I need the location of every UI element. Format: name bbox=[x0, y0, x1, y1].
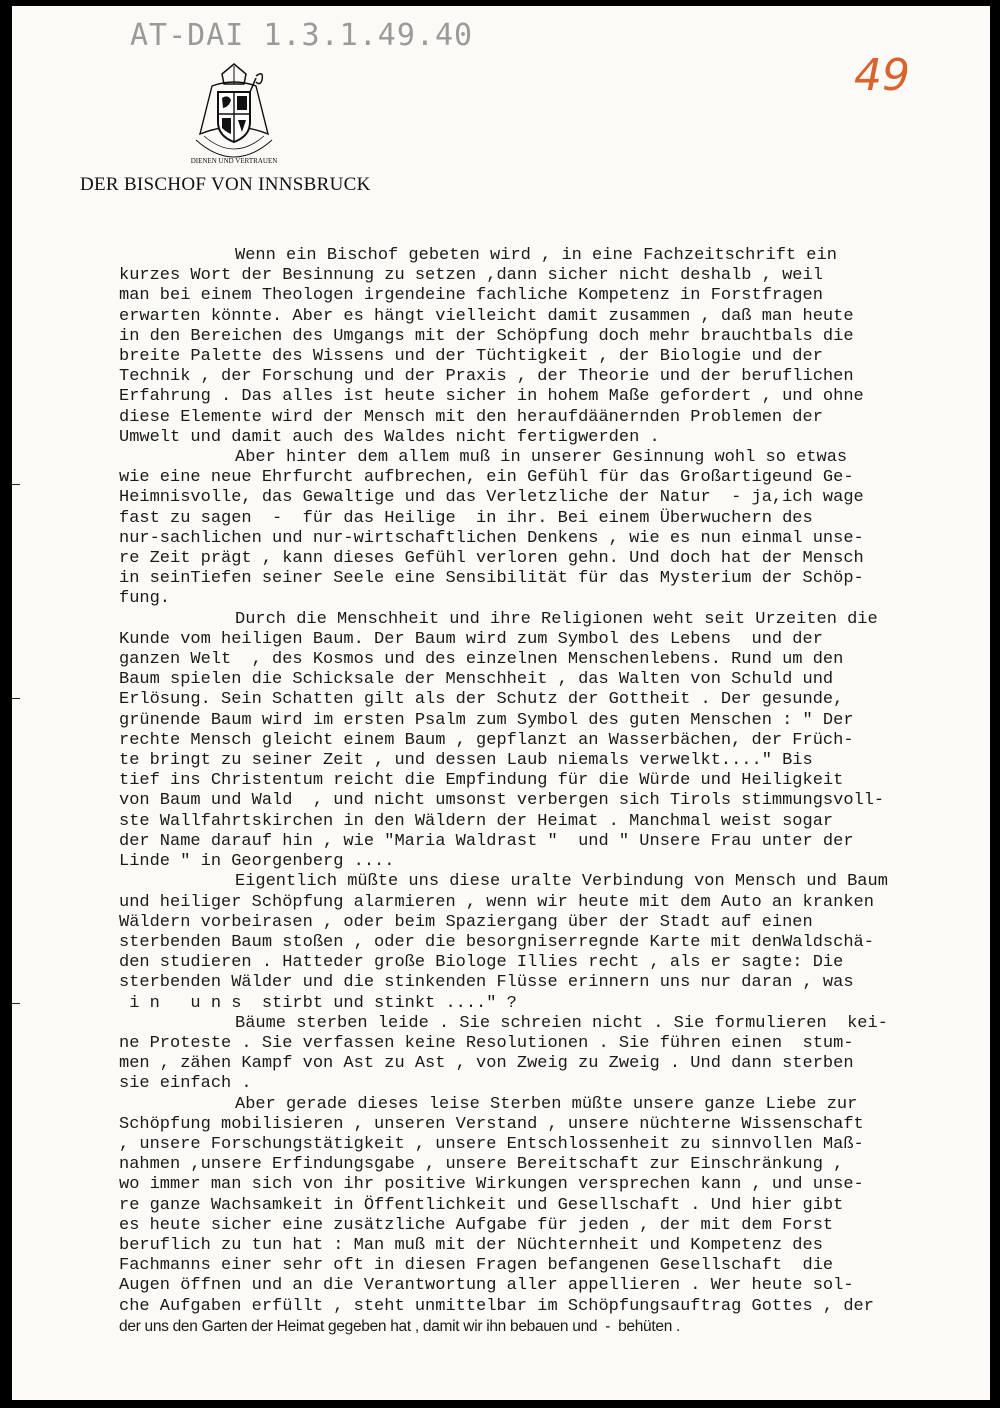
text-line: Bäume sterben leide . Sie schreien nicht . Sie formulieren kei- bbox=[235, 1013, 888, 1033]
text-line: und heiliger Schöpfung alarmieren , wenn wir heute mit dem Auto an kranken bbox=[119, 892, 874, 912]
margin-tick bbox=[12, 698, 20, 699]
episcopal-coat-of-arms-icon bbox=[182, 62, 286, 178]
text-line: Kunde vom heiligen Baum. Der Baum wird zum Symbol des Lebens und der bbox=[119, 629, 823, 649]
text-line: wie eine neue Ehrfurcht aufbrechen, ein Gefühl für das Großartigeund Ge- bbox=[119, 468, 854, 488]
margin-tick bbox=[12, 1003, 20, 1004]
text-line: wo immer man sich von ihr positive Wirkungen versprechen kann , und unse- bbox=[119, 1175, 864, 1195]
text-line: ganzen Welt , des Kosmos und des einzelnen Menschenlebens. Rund um den bbox=[119, 650, 844, 670]
text-line: che Aufgaben erfüllt , steht unmittelbar im Schöpfungsauftrag Gottes , der bbox=[119, 1296, 874, 1316]
text-line: kurzes Wort der Besinnung zu setzen ,dann sicher nicht deshalb , weil bbox=[119, 266, 823, 286]
text-line: Aber hinter dem allem muß in unserer Gesinnung wohl so etwas bbox=[235, 448, 848, 468]
page-number: 49 bbox=[854, 50, 910, 101]
text-line: Erlösung. Sein Schatten gilt als der Schutz der Gottheit . Der gesunde, bbox=[119, 690, 844, 710]
text-line: , unsere Forschungstätigkeit , unsere Entschlossenheit zu sinnvollen Maß- bbox=[119, 1134, 864, 1154]
text-line: nur-sachlichen und nur-wirtschaftlichen Denkens , wie es nun einmal unse- bbox=[119, 528, 864, 548]
paragraph bbox=[119, 1014, 989, 1095]
margin-tick bbox=[12, 484, 20, 485]
text-line: sie einfach . bbox=[119, 1074, 252, 1094]
coat-of-arms bbox=[182, 62, 286, 178]
text-line: rechte Mensch gleicht einem Baum , gepflanzt an Wasserbächen, der Früch- bbox=[119, 730, 854, 750]
text-line: Schöpfung mobilisieren , unseren Verstand , unsere nüchterne Wissenschaft bbox=[119, 1114, 864, 1134]
text-line: diese Elemente wird der Mensch mit den heraufdäänernden Problemen der bbox=[119, 407, 823, 427]
text-line: Technik , der Forschung und der Praxis , der Theorie und der beruflichen bbox=[119, 367, 854, 387]
text-line: beruflich zu tun hat : Man muß mit der Nüchternheit und Kompetenz des bbox=[119, 1235, 823, 1255]
paragraph bbox=[119, 1095, 989, 1337]
crest-motto: DIENEN UND VERTRAUEN bbox=[190, 157, 278, 165]
text-line: ne Proteste . Sie verfassen keine Resolutionen . Sie führen einen stum- bbox=[119, 1033, 854, 1053]
paragraph bbox=[119, 448, 989, 610]
text-line: Wäldern vorbeirasen , oder beim Spaziergang über der Stadt auf einen bbox=[119, 912, 813, 932]
text-line: Augen öffnen und an die Verantwortung aller appellieren . Wer heute sol- bbox=[119, 1276, 854, 1296]
text-line: Durch die Menschheit und ihre Religionen weht seit Urzeiten die bbox=[235, 609, 878, 629]
text-line: sterbenden Baum stoßen , oder die besorgniserregnde Karte mit denWaldschä- bbox=[119, 932, 874, 952]
text-line: Fachmanns einer sehr oft in diesen Fragen befangenen Gesellschaft die bbox=[119, 1256, 834, 1276]
letter-body bbox=[119, 246, 989, 1337]
text-line: tief ins Christentum reicht die Empfindung für die Würde und Heiligkeit bbox=[119, 771, 844, 791]
paragraph bbox=[119, 872, 989, 1013]
text-line: re Zeit prägt , kann dieses Gefühl verloren gehn. Und doch hat der Mensch bbox=[119, 549, 864, 569]
closing-line: der uns den Garten der Heimat gegeben hat , damit wir ihn bebauen und - behüten . bbox=[119, 1317, 681, 1335]
text-line: re ganze Wachsamkeit in Öffentlichkeit und Gesellschaft . Und hier gibt bbox=[119, 1195, 844, 1215]
text-line: Wenn ein Bischof gebeten wird , in eine Fachzeitschrift ein bbox=[235, 246, 837, 265]
paragraph bbox=[119, 610, 989, 873]
text-line: in den Bereichen des Umgangs mit der Schöpfung doch mehr brauchtbals die bbox=[119, 326, 854, 346]
text-line: men , zähen Kampf von Ast zu Ast , von Zweig zu Zweig . Und dann sterben bbox=[119, 1054, 854, 1074]
text-line: Baum spielen die Schicksale der Menschheit , das Walten von Schuld und bbox=[119, 670, 834, 690]
text-line: fung. bbox=[119, 589, 171, 609]
text-line: Umwelt und damit auch des Waldes nicht fertigwerden . bbox=[119, 427, 660, 447]
text-line: Eigentlich müßte uns diese uralte Verbindung von Mensch und Baum bbox=[235, 872, 888, 892]
text-line: ste Wallfahrtskirchen in den Wäldern der Heimat . Manchmal weist sogar bbox=[119, 811, 834, 831]
text-line: sterbenden Wälder und die stinkenden Flüsse erinnern uns nur daran , was bbox=[119, 973, 854, 993]
text-line: Linde " in Georgenberg .... bbox=[119, 852, 395, 872]
text-line: der Name darauf hin , wie "Maria Waldrast " und " Unsere Frau unter der bbox=[119, 831, 854, 851]
archive-id-stamp: AT-DAI 1.3.1.49.40 bbox=[130, 18, 474, 53]
text-line: in seinTiefen seiner Seele eine Sensibilität für das Mysterium der Schöp- bbox=[119, 569, 864, 589]
text-line: i n u n s stirbt und stinkt ...." ? bbox=[119, 993, 517, 1013]
text-line: Heimnisvolle, das Gewaltige und das Verletzliche der Natur - ja,ich wage bbox=[119, 488, 864, 508]
text-line: grünende Baum wird im ersten Psalm zum Symbol des guten Menschen : " Der bbox=[119, 710, 854, 730]
text-line: fast zu sagen - für das Heilige in ihr. Bei einem Überwuchern des bbox=[119, 508, 813, 528]
text-line: von Baum und Wald , und nicht umsonst verbergen sich Tirols stimmungsvoll- bbox=[119, 791, 885, 811]
text-line: erwarten könnte. Aber es hängt vielleicht damit zusammen , daß man heute bbox=[119, 306, 854, 326]
text-line: es heute sicher eine zusätzliche Aufgabe für jeden , der mit dem Forst bbox=[119, 1215, 834, 1235]
text-line: Erfahrung . Das alles ist heute sicher in hohem Maße gefordert , und ohne bbox=[119, 387, 864, 407]
text-line: breite Palette des Wissens und der Tüchtigkeit , der Biologie und der bbox=[119, 347, 823, 367]
text-line: nahmen ,unsere Erfindungsgabe , unsere Bereitschaft zur Einschränkung , bbox=[119, 1155, 844, 1175]
document-page bbox=[12, 6, 990, 1400]
text-line: den studieren . Hatteder große Biologe Illies recht , als er sagte: Die bbox=[119, 953, 844, 973]
text-line: Aber gerade dieses leise Sterben müßte unsere ganze Liebe zur bbox=[235, 1094, 858, 1114]
letterhead-issuer: DER BISCHOF VON INNSBRUCK bbox=[80, 174, 371, 195]
text-line: te bringt zu seiner Zeit , und dessen Laub niemals verwelkt...." Bis bbox=[119, 751, 813, 771]
text-line: man bei einem Theologen irgendeine fachliche Kompetenz in Forstfragen bbox=[119, 286, 823, 306]
paragraph bbox=[119, 246, 989, 448]
